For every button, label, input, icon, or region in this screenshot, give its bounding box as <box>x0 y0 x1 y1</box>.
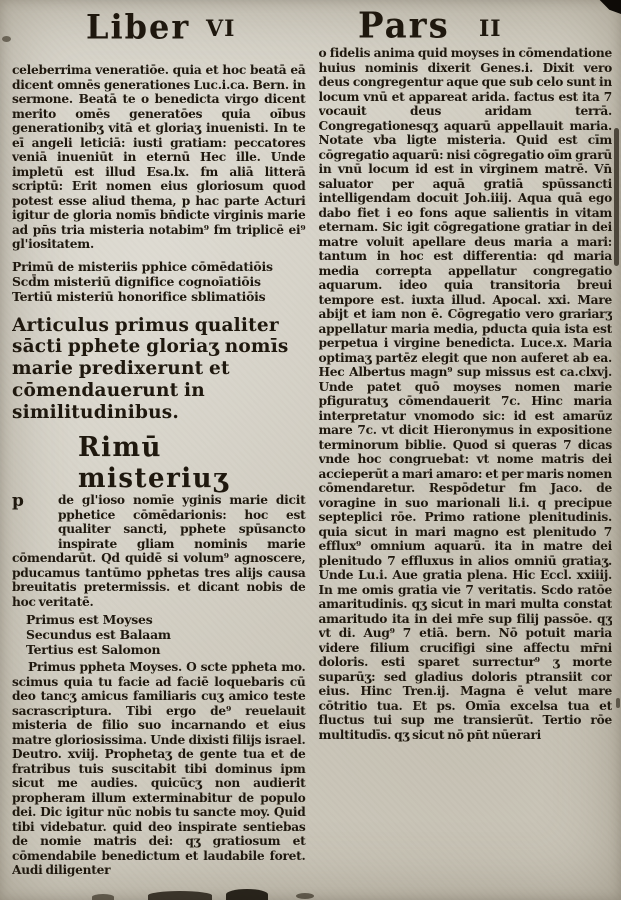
text-columns <box>12 46 612 888</box>
scan-artifact-stain <box>92 894 114 900</box>
initial-letter: p <box>12 491 24 512</box>
header-book-title: Liber <box>86 7 191 47</box>
scan-artifact-stain <box>296 893 314 899</box>
scan-artifact-stain <box>226 889 268 900</box>
right-column-paragraph: o fidelis anima quid moyses in cōmendatione huius nominis dixerit Genes.i. Dixit vero deus congregentur aque que sub celo sunt in locum vnū et appareat arida. factus est ita 7 vocauit deus aridam terrā. Congregationesqʒ aquarū appellauit maria. Notate vba ligte misteria. Quid est cīm cōgregatio aquarū: nisi cōgregatio oīm grarū in vnū locum id est in virginem matrē. Vn̄ saluator per aquā gratiā spūssancti intelligendam docuit Joh.iiij. Aqua quā ego dabo fiet i eo fons aque salientis in vitam eternam. Sic igit cōgregatione gratiar in dei matre voluit apellare deus maria a mari: tantum in hoc est differentia: qd maria media correpta appellatur congregatio aquarum. ideo quia transitoria breui tempore est. iuxta illud. Apocal. xxi. Mare abijt et iam non ē. Cōgregatio vero grariarʒ appellatur maria media, pducta quia ista est perpetua i virgine benedicta. Luce.x. Maria optimaʒ partēz elegit que non auferet ab ea. Hec Albertus magn⁹ sup missus est ca.clxvj. Unde patet quō moyses nomen marie pfiguratuʒ cōmendauerit 7c. Hinc maria interpretatur vnomodo sic: id est amarūz mare 7c. vt dicit Hieronymus in expositione terminorum biblie. Quod si queras 7 dicas vnde hoc congruebat: vt nome matris dei accieperūt a mari amaro: et per maris nomen cōmendaretur. Respōdetur fm Jaco. de voragine in suo marionali li.i. q precipue septeplici rōe. Primo ratione plenitudinis. quia sicut in mari magno est plenitudo 7 efflux⁹ omnium aquarū. ita in matre dei plenitudo 7 effluxus in alios omniū gratiaʒ. Unde Lu.i. Aue gratia plena. Hic Eccl. xxiiij. In me omis gratia vie 7 veritatis. Scdo ratōe amaritudinis. qʒ sicut in mari multa constat amaritudo ita in dei mr̄e sup filij passōe. qʒ vt di. Aug⁹ 7 etiā. bern. Nō potuit maria videre filium crucifigi sine affectu mr̄ni doloris. esti sparet surrectur⁹ ʒ morte suparūʒ: sed gladius doloris ptransiit cor eius. Hinc Tren.ij. Magna ē velut mare cōtritio tua. Et ps. Omīa excelsa tua et fluctus tui sup me transierūt. Tertio rōe multitudīs. qʒ sicut nō pn̄t nūerari <box>318 46 612 742</box>
scan-artifact-corner <box>595 0 621 14</box>
section-paragraph-text: de gl'ioso nomīe yginis marie dicit pphetice cōmēdarionis: hoc est qualiter sancti, pphete spūsancto inspirate gliam nominis marie cōmendarūt. Qd quidē si volum⁹ agnoscere, pducamus tantūmo pphetas tres alijs causa breuitatis pretermissis. et dicant nobis de hoc veritatē. <box>12 493 306 609</box>
list-item: Secundus est Balaam <box>26 627 171 643</box>
header-part-number: II <box>479 16 502 42</box>
header-part-title: Pars <box>358 5 450 47</box>
right-column <box>319 46 613 888</box>
header-book-number: VI <box>206 16 236 42</box>
list-item: Primū de misteriis pphice cōmēdatiōis <box>12 258 273 274</box>
intro-paragraph: celeberrima veneratiōe. quia et hoc beatā eā dicent omnēs generationes Luc.i.ca. Bern. in sermone. Beatā te o benedicta virgo dicent merito omēs generatōes quia oībus generationibʒ vitā et gloriaʒ inuenisti. In te eī angeli leticiā: iusti gratiam: peccatores veniā inueniūt in eternū Hec ille. Unde impletū est illud Esa.lx. fm aliā litterā scriptū: Erit nomen eius gloriosum quod potest esse aliud thema, p hac parte Acturi igitur de gloria nomīs bn̄dicte virginis marie ad pn̄s tria misteria notabim⁹ fm triplicē ei⁹ gl'iositatem. <box>12 63 306 251</box>
moyses-paragraph: Primus ppheta Moyses. O scte ppheta mo. scimus quia tu facie ad faciē loquebaris cū deo tancʒ amicus familiaris cuʒ amico teste sacrascriptura. Tibi ergo de⁹ reuelauit misteria de filio suo incarnando et eius matre gloriosissima. Unde dixisti filijs israel. Deutro. xviij. Prophetaʒ de gente tua et de fratribus tuis suscitabit tibi dominus ipm sicut me audies. quicūcʒ non audierit propheram illum exterminabitur de populo dei. Dic igitur nūc nobis tu sancte moy. Quid tibi videbatur. quid deo inspirate sentiebas de nomie matris dei: qʒ gratiosum et cōmendabile benedictum et laudabile foret. Audi diligenter <box>12 660 306 878</box>
section-title: Rimū misteriuʒ <box>78 432 230 495</box>
left-column <box>12 46 306 888</box>
list-item: Tertius est Salomon <box>26 642 161 658</box>
section-paragraph <box>12 493 306 609</box>
scan-artifact-mark <box>2 36 11 42</box>
list-item: Tertiū misteriū honorifice sblimatiōis <box>12 288 266 304</box>
scan-artifact-stain <box>148 891 212 900</box>
article-heading: Articulus primus qualiter sācti pphete gloriaʒ nomīs marie predixerunt et cōmendauerunt in similitudinibus. <box>12 314 289 423</box>
mystery-list <box>12 259 306 304</box>
scan-artifact-dot <box>616 698 620 708</box>
scan-artifact-streak <box>614 128 619 266</box>
prophet-list <box>26 612 306 657</box>
list-item: Scd̄m misteriū dignifice cognoīatiōis <box>12 273 261 289</box>
list-item: Primus est Moyses <box>26 612 153 628</box>
